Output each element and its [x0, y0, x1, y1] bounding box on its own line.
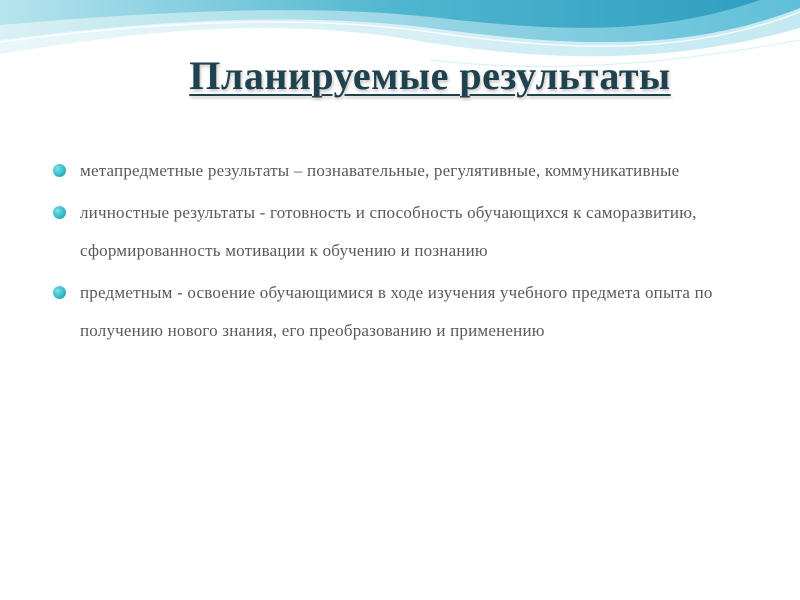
list-item: [50, 194, 770, 270]
bullet-icon: [53, 286, 66, 299]
list-item: [50, 274, 770, 350]
bullet-icon: [53, 164, 66, 177]
slide-title: Планируемые результаты: [189, 53, 671, 98]
bullet-text: метапредметные результаты – познавательные, регулятивные, коммуникативные: [80, 161, 680, 180]
bullet-icon: [53, 206, 66, 219]
bullet-list: [50, 152, 770, 354]
bullet-text: предметным - освоение обучающимися в ходе изучения учебного предмета опыта по получению нового знания, его преобразованию и применению: [80, 283, 713, 340]
list-item: [50, 152, 770, 190]
bullet-text: личностные результаты - готовность и способность обучающихся к саморазвитию, сформированность мотивации к обучению и познанию: [80, 203, 697, 260]
